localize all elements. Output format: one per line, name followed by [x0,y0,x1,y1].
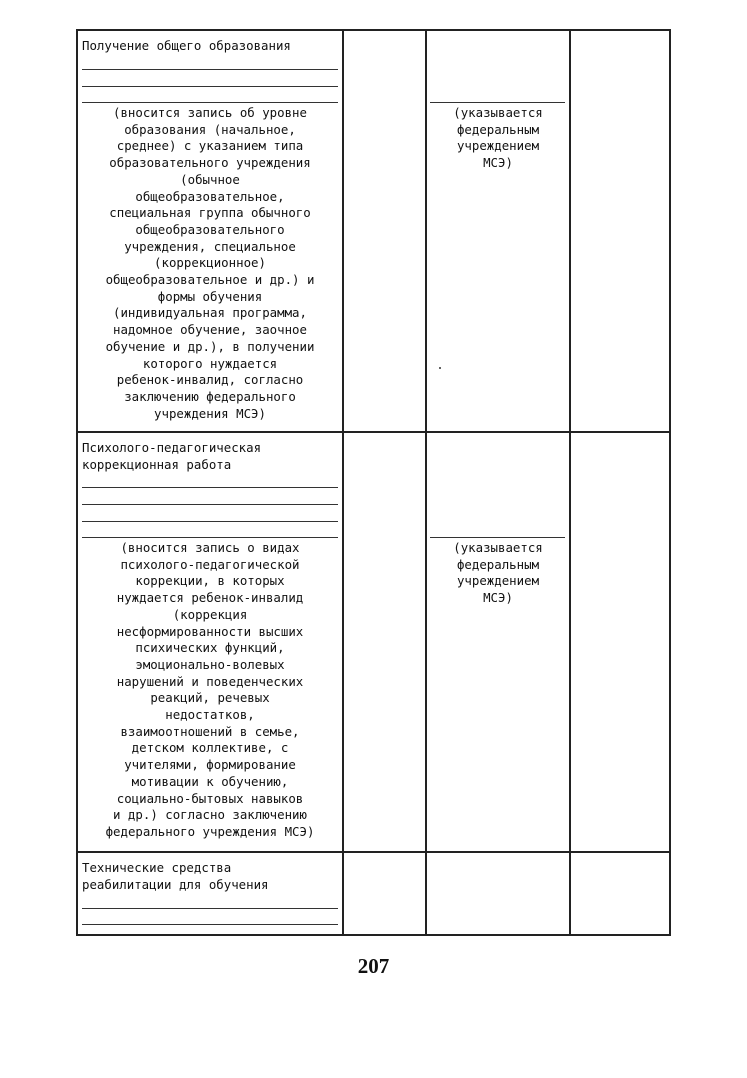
row2-note: (вносится запись о видах психолого-педагогической коррекции, в которых нуждается ребенок-инвалид (коррекция несформированности высших психических функций, эмоционально-волевых нарушений и поведенческих реакций, речевых недостатков, взаимоотношений в семье, детском коллективе, с учителями, формирование мотивации к обучению, социально-бытовых навыков и др.) согласно заключению федерального учреждения МСЭ) [105,540,315,839]
row1-institution-line [430,102,565,103]
row2-institution-line [430,537,565,538]
row1-blank-line-2 [82,86,338,87]
table-border-top [76,29,671,31]
row1-blank-line-3 [82,102,338,103]
row2-blank-line-1 [82,487,338,488]
row-divider-1 [76,431,671,433]
table-border-bottom [76,934,671,936]
row1-blank-line-1 [82,69,338,70]
row1-heading: Получение общего образования [82,38,291,53]
row2-institution-note: (указывается федеральным учреждением МСЭ) [453,540,543,606]
row2-heading: Психолого-педагогическая коррекционная работа [82,440,262,472]
page-number: 207 [357,954,390,978]
row1-institution-note: (указывается федеральным учреждением МСЭ) [453,105,543,171]
row2-blank-line-2 [82,504,338,505]
row1-note: (вносится запись об уровне образования (начальное, среднее) с указанием типа образовательного учреждения (обычное общеобразовательное, специальная группа обычного общеобразовательного учреждения, специальное (коррекционное) общеобразовательное и др.) и формы обучения (индивидуальная программа, надомное обучение, заочное обучение и др.), в получении которого нуждается ребенок-инвалид, согласно заключению федерального учреждения МСЭ) [105,105,315,421]
row3-blank-line-1 [82,908,338,909]
row3-heading: Технические средства реабилитации для обучения [82,860,269,892]
table-col-divider-1 [342,29,344,935]
table-col-divider-3 [569,29,571,935]
row-divider-2 [76,851,671,853]
row2-blank-line-3 [82,521,338,522]
stray-mark [439,367,441,369]
row3-blank-line-2 [82,924,338,925]
row2-blank-line-4 [82,537,338,538]
table-border-right [669,29,671,935]
